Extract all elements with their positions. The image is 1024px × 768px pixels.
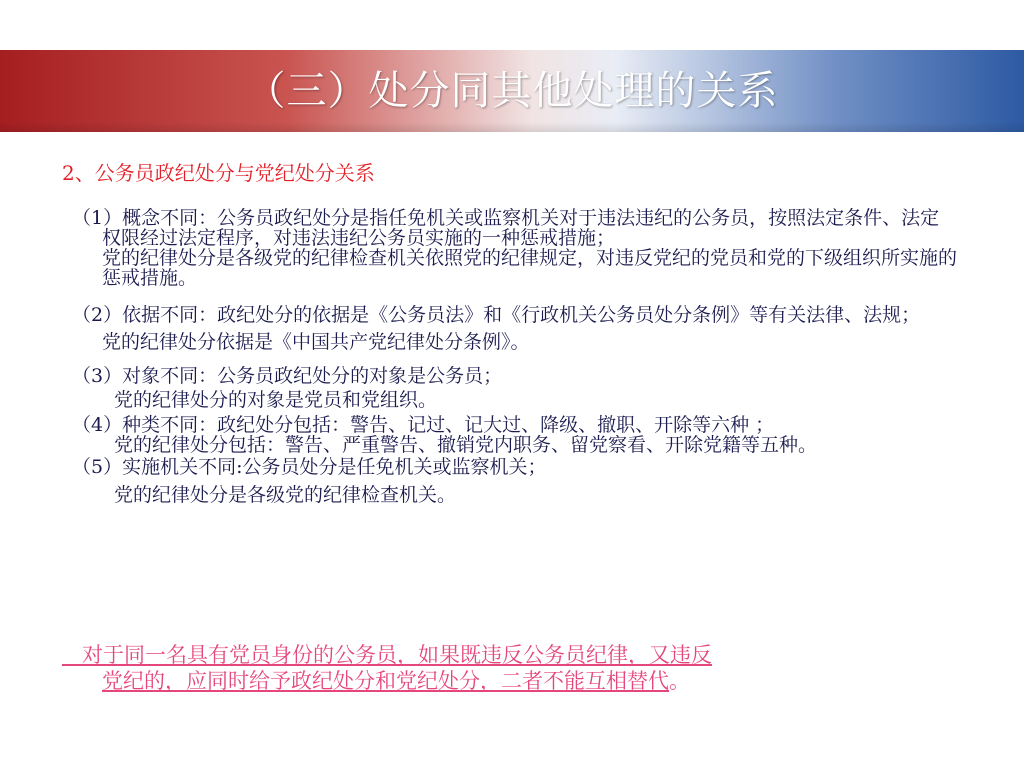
emphasis-line-2: 党纪的，应同时给予政纪处分和党纪处分，二者不能互相替代 [102,669,669,693]
item-2-basis: （2）依据不同：政纪处分的依据是《公务员法》和《行政机关公务员处分条例》等有关法律、法规； [72,304,921,326]
item-1-party: 党的纪律处分是各级党的纪律检查机关依照党的纪律规定，对违反党纪的党员和党的下级组织所实施的惩戒措施。 [102,247,958,289]
item-5-authority: （5）实施机关不同:公务员处分是任免机关或监察机关； [72,456,547,478]
item-4-types: （4）种类不同：政纪处分包括：警告、记过、记大过、降级、撤职、开除等六种 ； [72,414,775,436]
item-1-concept: （1）概念不同：公务员政纪处分是指任免机关或监察机关对于违法违纪的公务员，按照法定条件、法定权限经过法定程序，对违法违纪公务员实施的一种惩戒措施； [72,207,940,249]
emphasis-line-1: 对于同一名具有党员身份的公务员，如果既违反公务员纪律，又违反 [82,643,713,667]
item-3-party: 党的纪律处分的对象是党员和党组织。 [114,389,438,411]
page-title: （三）处分同其他处理的关系 [245,68,779,114]
item-5-party: 党的纪律处分是各级党的纪律检查机关。 [114,484,457,506]
section-subtitle: 2、公务员政纪处分与党纪处分关系 [62,161,375,185]
content-body [72,208,957,505]
item-4-party: 党的纪律处分包括：警告、严重警告、撤销党内职务、留党察看、开除党籍等五种。 [114,434,818,456]
emphasis-end: 。 [669,669,690,693]
item-2-party: 党的纪律处分依据是《中国共产党纪律处分条例》。 [102,331,530,353]
emphasis-note [62,642,952,694]
item-3-object: （3）对象不同：公务员政纪处分的对象是公务员； [72,365,503,387]
